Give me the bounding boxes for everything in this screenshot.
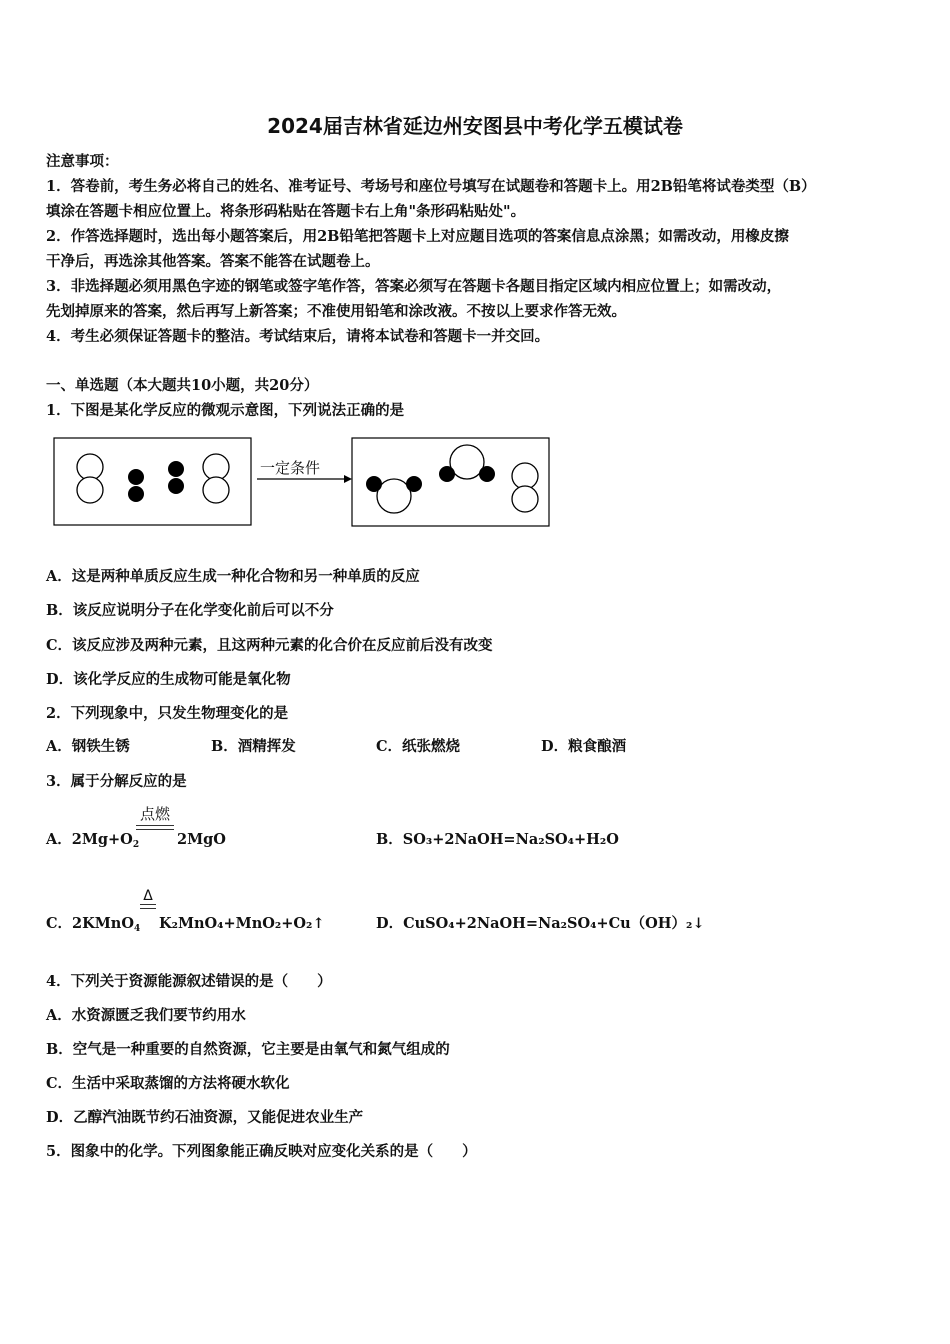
notice-line-2: 填涂在答题卡相应位置上。将条形码粘贴在答题卡右上角"条形码粘贴处"。 <box>46 203 526 220</box>
notice-line-3: 2．作答选择题时，选出每小题答案后，用2B铅笔把答题卡上对应题目选项的答案信息点涂黑；如需改动，用橡皮擦 <box>46 228 789 245</box>
q1-option-c: C．该反应涉及两种元素，且这两种元素的化合价在反应前后没有改变 <box>46 637 493 654</box>
q3-option-b: B．SO₃+2NaOH=Na₂SO₄+H₂O <box>376 831 619 848</box>
q3-a-equals-sign <box>136 825 174 830</box>
q3-c-product: K₂MnO₄+MnO₂+O₂↑ <box>159 915 325 932</box>
reaction-arrow <box>257 459 352 483</box>
notice-line-5: 3．非选择题必须用黑色字迹的钢笔或签字笔作答，答案必须写在答题卡各题目指定区域内相应位置上；如需改动， <box>46 278 782 295</box>
page-title: 2024届吉林省延边州安图县中考化学五模试卷 <box>267 114 683 138</box>
notice-line-7: 4．考生必须保证答题卡的整洁。考试结束后，请将本试卷和答题卡一并交回。 <box>46 328 550 345</box>
q1-option-b: B．该反应说明分子在化学变化前后可以不分 <box>46 602 334 619</box>
q4-option-a: A．水资源匮乏我们要节约用水 <box>46 1007 246 1024</box>
q3-a-condition-text: 点燃 <box>139 805 170 823</box>
q4-stem: 4．下列关于资源能源叙述错误的是（ ） <box>46 973 332 990</box>
q3-stem: 3．属于分解反应的是 <box>46 773 187 790</box>
reactants-box <box>54 438 251 525</box>
q3-c-condition-text: Δ <box>143 888 153 904</box>
q4-option-c: C．生活中采取蒸馏的方法将硬水软化 <box>46 1075 290 1092</box>
q2-option-c: C．纸张燃烧 <box>376 738 461 755</box>
q2-option-a: A．钢铁生锈 <box>46 738 130 755</box>
q5-stem: 5．图象中的化学。下列图象能正确反映对应变化关系的是（ ） <box>46 1143 477 1160</box>
notice-line-4: 干净后，再选涂其他答案。答案不能答在试题卷上。 <box>46 253 380 270</box>
q4-option-d: D．乙醇汽油既节约石油资源，又能促进农业生产 <box>46 1109 364 1126</box>
q3-a-subscript: 2 <box>132 840 140 850</box>
q3-option-d: D．CuSO₄+2NaOH=Na₂SO₄+Cu（OH）₂↓ <box>376 915 705 932</box>
section-heading: 一、单选题（本大题共10小题，共20分） <box>46 377 319 394</box>
q1-option-a: A．这是两种单质反应生成一种化合物和另一种单质的反应 <box>46 568 420 585</box>
q3-a-condition <box>136 803 174 830</box>
reaction-condition: 一定条件 <box>260 459 321 477</box>
q3-c-subscript: 4 <box>133 924 141 934</box>
notice-line-6: 先划掉原来的答案，然后再写上新答案；不准使用铅笔和涂改液。不按以上要求作答无效。 <box>46 303 626 320</box>
q4-option-b: B．空气是一种重要的自然资源，它主要是由氧气和氮气组成的 <box>46 1041 450 1058</box>
products-box <box>352 438 549 526</box>
q2-option-b: B．酒精挥发 <box>211 738 296 755</box>
q2-stem: 2．下列现象中，只发生物理变化的是 <box>46 705 289 722</box>
q3-c-equals-sign <box>140 904 156 909</box>
notice-heading: 注意事项： <box>46 153 119 170</box>
q2-option-d: D．粮食酿酒 <box>541 738 627 755</box>
q3-option-c <box>46 914 140 934</box>
q3-c-condition <box>140 888 156 909</box>
q3-a-product: 2MgO <box>177 831 226 848</box>
q1-option-d: D．该化学反应的生成物可能是氧化物 <box>46 671 291 688</box>
q3-a-reactants: A．2Mg+O <box>46 831 133 848</box>
q1-stem: 1．下图是某化学反应的微观示意图，下列说法正确的是 <box>46 402 405 419</box>
q3-option-a <box>46 830 139 850</box>
q3-c-reactant: C．2KMnO <box>46 915 134 932</box>
notice-line-1: 1．答卷前，考生务必将自己的姓名、准考证号、考场号和座位号填写在试题卷和答题卡上。用2B铅笔将试卷类型（B） <box>46 178 816 195</box>
